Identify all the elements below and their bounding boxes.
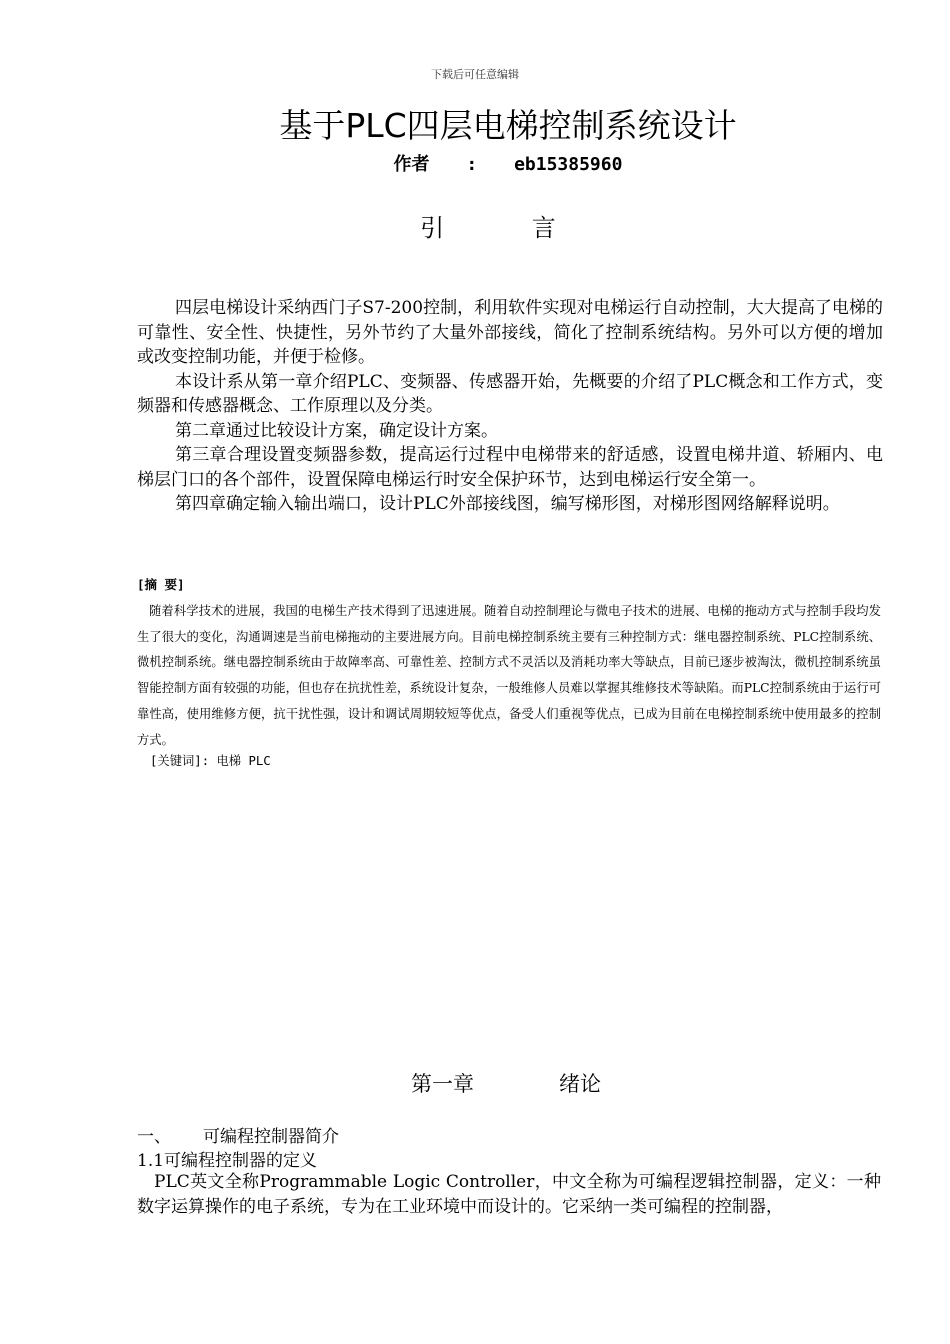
intro-paragraph: 第三章合理设置变频器参数，提高运行过程中电梯带来的舒适感，设置电梯井道、轿厢内、电梯层门口的各个部件，设置保障电梯运行时安全保护环节，达到电梯运行安全第一。 (137, 445, 883, 490)
header-note: 下载后可任意编辑 (431, 68, 519, 81)
intro-heading: 引 言 (420, 214, 596, 242)
author-label: 作者 (393, 154, 430, 175)
author-name: eb15385960 (514, 154, 623, 175)
keywords: [关键词]: 电梯 PLC (150, 754, 271, 768)
subsection-heading-1-1: 1.1可编程控制器的定义 (137, 1151, 318, 1171)
section-heading-1 (137, 1122, 339, 1147)
body-paragraph: PLC英文全称Programmable Logic Controller，中文全称为可编程逻辑控制器，定义：一种数字运算操作的电子系统，专为在工业环境中而设计的。它采纳一类可编程的控制器， (137, 1172, 881, 1217)
section-marker: 一、 (137, 1127, 171, 1147)
intro-paragraph: 第四章确定输入输出端口，设计PLC外部接线图，编写梯形图，对梯形图网络解释说明。 (175, 494, 840, 514)
intro-paragraph: 第二章通过比较设计方案，确定设计方案。 (175, 420, 498, 441)
body-text (137, 1170, 881, 1220)
abstract-text: 随着科学技术的进展，我国的电梯生产技术得到了迅速进展。随着自动控制理论与微电子技术的进展、电梯的拖动方式与控制手段均发生了很大的变化，沟通调速是当前电梯拖动的主要进展方向。目前电梯控制系统主要有三种控制方式：继电器控制系统、PLC控制系统、微机控制系统。继电器控制系统由于故障率高、可靠性差、控制方式不灵活以及消耗功率大等缺点，目前已逐步被淘汰，微机控制系统虽智能控制方面有较强的功能，但也存在抗扰性差，系统设计复杂，一般维修人员难以掌握其维修技术等缺陷。而PLC控制系统由于运行可靠性高，使用维修方便，抗干扰性强，设计和调试周期较短等优点，备受人们重视等优点，已成为目前在电梯控制系统中使用最多的控制方式。 (137, 604, 881, 747)
abstract-body (137, 599, 881, 753)
chapter-heading (411, 1068, 601, 1098)
section-title: 可编程控制器简介 (203, 1127, 339, 1147)
chapter-title: 绪论 (559, 1072, 601, 1096)
chapter-number: 第一章 (411, 1072, 474, 1096)
intro-paragraph: 四层电梯设计采纳西门子S7-200控制，利用软件实现对电梯运行自动控制，大大提高了电梯的可靠性、安全性、快捷性，另外节约了大量外部接线，简化了控制系统结构。另外可以方便的增加或改变控制功能，并便于检修。 (137, 298, 883, 367)
document-title: 基于PLC四层电梯控制系统设计 (279, 106, 737, 145)
author-line (0, 150, 950, 176)
intro-paragraph: 本设计系从第一章介绍PLC、变频器、传感器开始，先概要的介绍了PLC概念和工作方式，变频器和传感器概念、工作原理以及分类。 (137, 371, 883, 416)
author-separator: : (466, 154, 478, 175)
abstract-label: [摘 要] (137, 577, 185, 592)
intro-section (137, 296, 883, 517)
